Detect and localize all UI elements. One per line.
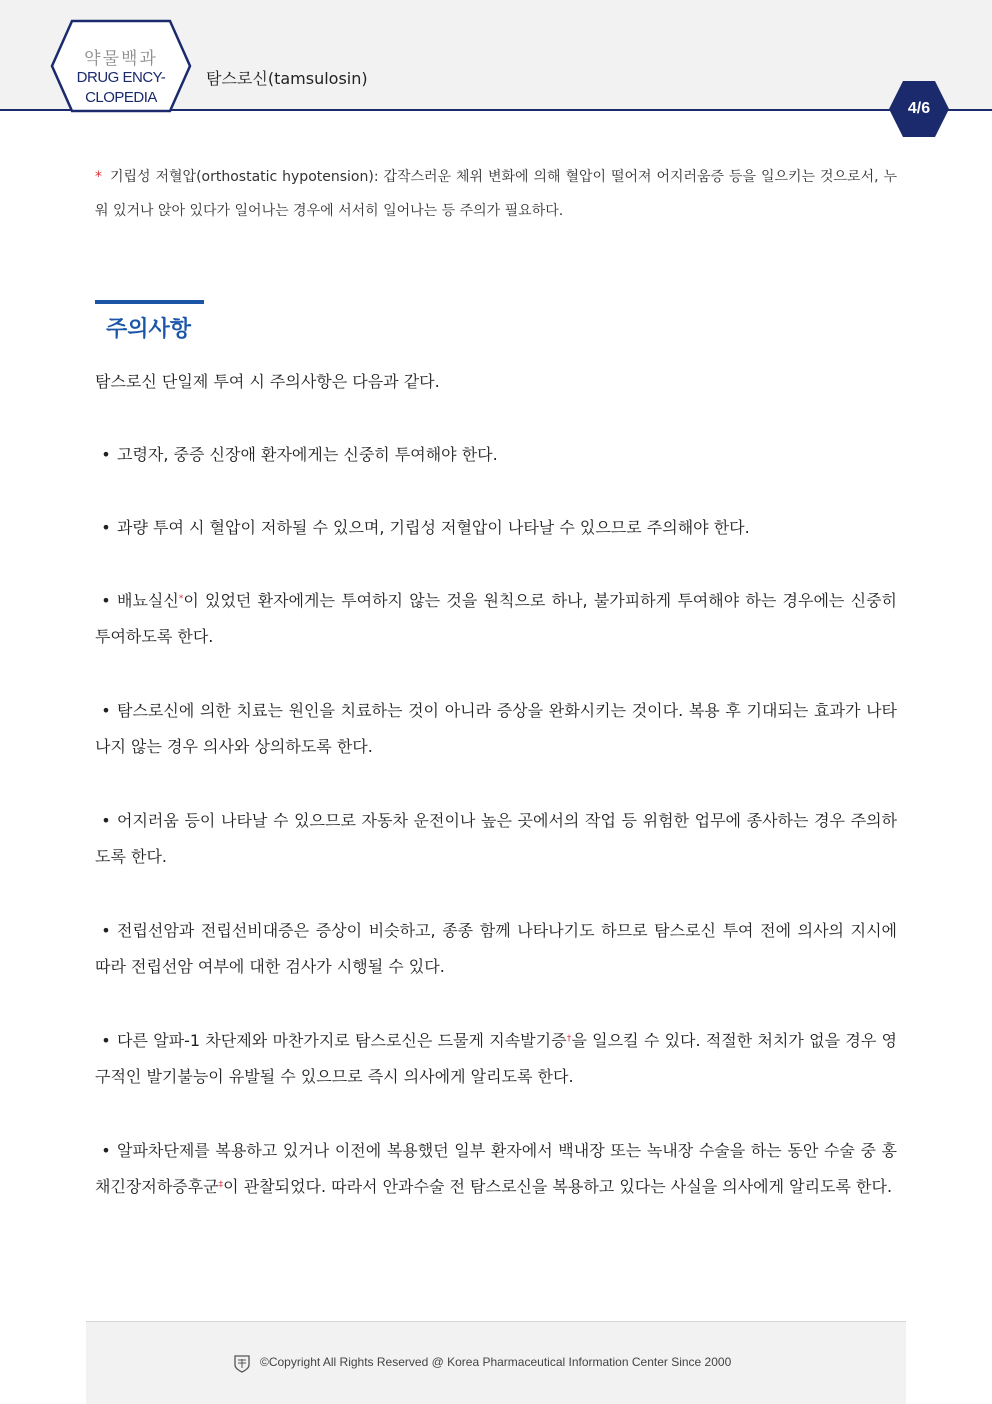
page-footer (86, 1321, 906, 1404)
precaution-item (95, 437, 897, 473)
page-header (0, 0, 992, 140)
drug-encyclopedia-logo (50, 18, 192, 114)
section-title: 주의사항 (106, 317, 192, 342)
page-number: 4/6 (907, 100, 931, 117)
bullet-dot: • (101, 811, 111, 830)
precaution-item (95, 803, 897, 875)
footnote-ref-mark: † (566, 1034, 572, 1044)
item-text: 과량 투여 시 혈압이 저하될 수 있으며, 기립성 저혈압이 나타날 수 있으므로 주의해야 한다. (117, 518, 750, 537)
footnote-text: 기립성 저혈압(orthostatic hypotension): 갑작스러운 체위 변화에 의해 혈압이 떨어져 어지러움증 등을 일으키는 것으로서, 누워 있거나 앉아 있다가 일어나는 경우에 서서히 일어나는 등 주의가 필요하다. (95, 169, 897, 219)
logo-english-line1: DRUG ENCY- (76, 69, 166, 86)
footnote-ref-mark: ‡ (218, 1180, 224, 1190)
precaution-item (95, 1023, 897, 1095)
logo-korean-text: 약물백과 (84, 49, 158, 69)
bullet-dot: • (101, 921, 111, 940)
item-text: 배뇨실신 (117, 591, 179, 610)
footnote-ref-mark: * (178, 594, 184, 604)
page-number-badge (888, 80, 950, 138)
item-text: 알파차단제를 복용하고 있거나 이전에 복용했던 일부 환자에서 백내장 또는 녹내장 수술을 하는 동안 수술 중 홍채긴장저하증후군 (95, 1141, 897, 1196)
item-text-continued: 을 일으킬 수 있다. 적절한 처치가 없을 경우 영구적인 발기불능이 유발될 수 있으므로 즉시 의사에게 알리도록 한다. (95, 1031, 898, 1086)
precaution-item (95, 583, 897, 655)
item-text: 탐스로신에 의한 치료는 원인을 치료하는 것이 아니라 증상을 완화시키는 것이다. 복용 후 기대되는 효과가 나타나지 않는 경우 의사와 상의하도록 한다. (95, 701, 897, 756)
item-text: 다른 알파-1 차단제와 마찬가지로 탐스로신은 드물게 지속발기증 (117, 1031, 567, 1050)
institution-emblem-icon (234, 1355, 250, 1373)
bullet-dot: • (101, 701, 111, 720)
footnote-mark: * (95, 169, 102, 185)
bullet-dot: • (101, 518, 111, 537)
bullet-dot: • (101, 1141, 111, 1160)
item-text: 고령자, 중증 신장애 환자에게는 신중히 투여해야 한다. (117, 445, 498, 464)
bullet-dot: • (101, 445, 111, 464)
bullet-dot: • (101, 591, 111, 610)
precaution-item (95, 1133, 897, 1205)
logo-english-line2: CLOPEDIA (85, 89, 157, 106)
item-text-continued: 이 있었던 환자에게는 투여하지 않는 것을 원칙으로 하나, 불가피하게 투여해야 하는 경우에는 신중히 투여하도록 한다. (95, 591, 897, 646)
bullet-dot: • (101, 1031, 111, 1050)
precaution-item (95, 913, 897, 985)
item-text-continued: 이 관찰되었다. 따라서 안과수술 전 탐스로신을 복용하고 있다는 사실을 의사에게 알리도록 한다. (223, 1177, 893, 1196)
section-title-rule (95, 300, 204, 304)
precaution-item (95, 510, 897, 546)
precaution-item (95, 693, 897, 765)
item-text: 전립선암과 전립선비대증은 증상이 비슷하고, 종종 함께 나타나기도 하므로 탐스로신 투여 전에 의사의 지시에 따라 전립선암 여부에 대한 검사가 시행될 수 있다. (95, 921, 897, 976)
document-title: 탐스로신(tamsulosin) (206, 69, 368, 88)
footnote-orthostatic-hypotension (95, 160, 897, 228)
copyright-text: ©Copyright All Rights Reserved @ Korea Pharmaceutical Information Center Since 2000 (260, 1355, 732, 1369)
item-text: 어지러움 등이 나타날 수 있으므로 자동차 운전이나 높은 곳에서의 작업 등 위험한 업무에 종사하는 경우 주의하도록 한다. (95, 811, 897, 866)
section-intro: 탐스로신 단일제 투여 시 주의사항은 다음과 같다. (95, 372, 440, 391)
